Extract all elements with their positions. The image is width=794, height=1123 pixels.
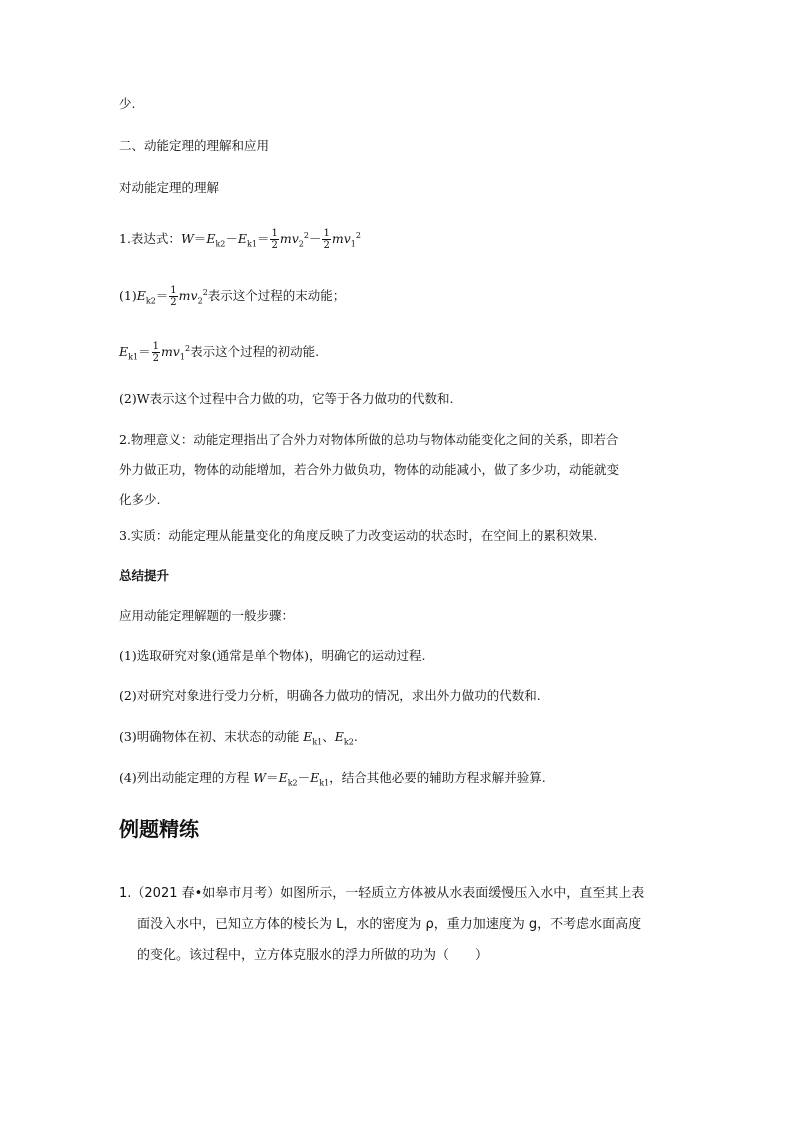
- subsection-title: 对动能定理的理解: [119, 180, 220, 195]
- fraction-half: $\frac{1}{2}$: [271, 228, 278, 251]
- step-2: (2)对研究对象进行受力分析，明确各力做功的情况，求出外力做功的代数和.: [119, 688, 541, 703]
- fraction-half: $\frac{1}{2}$: [170, 285, 177, 308]
- text-line-continuation: 少.: [119, 96, 136, 111]
- step-4: (4)列出动能定理的方程 $W=E_{k2}-E_{k1}$，结合其他必要的辅助方程求解并验算.: [119, 770, 546, 788]
- steps-intro: 应用动能定理解题的一般步骤：: [119, 608, 295, 623]
- work-definition: (2)W表示这个过程中合力做的功，它等于各力做功的代数和.: [119, 391, 454, 406]
- physical-meaning-line-3: 化多少.: [119, 492, 161, 507]
- section-title: 二、动能定理的理解和应用: [119, 138, 270, 153]
- fraction-half: $\frac{1}{2}$: [152, 341, 159, 364]
- step-1: (1)选取研究对象(通常是单个物体)，明确它的运动过程.: [119, 648, 426, 663]
- question-1-line-1: 1.（2021 春•如皋市月考）如图所示，一轻质立方体被从水表面缓慢压入水中，直至其上表: [119, 886, 645, 901]
- question-1-line-3: 的变化。该过程中，立方体克服水的浮力所做的功为（ ）: [137, 948, 489, 963]
- summary-title: 总结提升: [119, 568, 170, 583]
- fraction-half: $\frac{1}{2}$: [323, 228, 330, 251]
- examples-heading: 例题精练: [119, 817, 199, 841]
- final-kinetic-energy-formula: $(1)E_{k2}=$ $\frac{1}{2}$ $mv_2^2$表示这个过程的末动能；: [119, 285, 346, 308]
- essence-text: 3.实质：动能定理从能量变化的角度反映了力改变运动的状态时，在空间上的累积效果.: [119, 528, 598, 543]
- initial-kinetic-energy-formula: $E_{k1}=$ $\frac{1}{2}$ $mv_1^2$表示这个过程的初动能.: [119, 341, 320, 364]
- physical-meaning-line-1: 2.物理意义：动能定理指出了合外力对物体所做的总功与物体动能变化之间的关系，即若合: [119, 432, 619, 447]
- step-3: (3)明确物体在初、末状态的动能 $E_{k1}$、$E_{k2}$.: [119, 729, 358, 747]
- question-1-line-2: 面没入水中，已知立方体的棱长为 L，水的密度为 ρ，重力加速度为 g，不考虑水面高度: [137, 917, 642, 932]
- expression-formula: 1.表达式：$W=E_{k2}-E_{k1}=$ $\frac{1}{2}$ $mv_2^2-$ $\frac{1}{2}$ $mv_1^2$: [119, 228, 361, 251]
- physical-meaning-line-2: 外力做正功，物体的动能增加，若合外力做负功，物体的动能减小，做了多少功，动能就变: [119, 462, 620, 477]
